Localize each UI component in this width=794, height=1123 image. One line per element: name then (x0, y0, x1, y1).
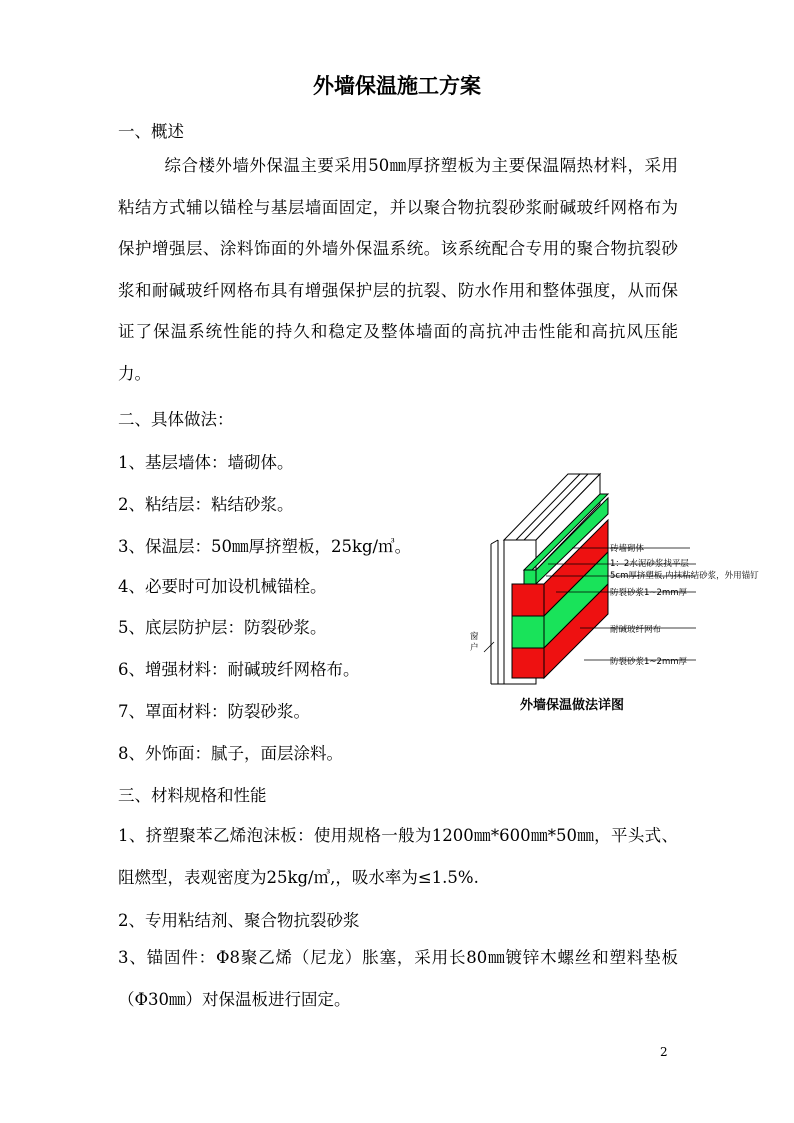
label-brick-wall: 砖墙砌体 (610, 544, 645, 554)
section1-text: 综合楼外墙外保温主要采用50㎜厚挤塑板为主要保温隔热材料，采用粘结方式辅以锚栓与基层墙面固定，并以聚合物抗裂砂浆耐碱玻纤网格布为保护增强层、涂料饰面的外墙外保温系统。该系统配合专用的聚合物抗裂砂浆和耐碱玻纤网格布具有增强保护层的抗裂、防水作用和整体强度，从而保证了保温系统性能的持久和稳定及整体墙面的高抗冲击性能和高抗风压能力。 (118, 156, 678, 383)
label-crack-mortar-1: 防裂砂浆1~2mm厚 (610, 588, 687, 598)
section3-heading: 三、材料规格和性能 (118, 786, 267, 805)
label-window: 窗户 (470, 632, 479, 653)
list-item: 4、必要时可加设机械锚栓。 (118, 577, 327, 596)
page-number: 2 (660, 1045, 668, 1059)
page-title: 外墙保温施工方案 (313, 74, 481, 98)
label-leveling-layer: 1：2水泥砂浆找平层 (610, 559, 689, 569)
list-item: 3、保温层：50㎜厚挤塑板，25kg/㎥。 (118, 537, 412, 556)
section2-heading: 二、具体做法： (118, 410, 234, 429)
section3-item2: 2、专用粘结剂、聚合物抗裂砂浆 (118, 911, 360, 930)
section3-item3: 3、锚固件：Φ8聚乙烯（尼龙）胀塞，采用长80㎜镀锌木螺丝和塑料垫板（Φ30㎜）对保温板进行固定。 (118, 948, 678, 1009)
label-xps-board: 5cm厚挤塑板,内抹粘结砂浆，外用锚钉 (610, 571, 759, 581)
section1-heading: 一、概述 (118, 122, 184, 141)
list-item: 2、粘结层：粘结砂浆。 (118, 495, 294, 514)
list-item: 5、底层防护层：防裂砂浆。 (118, 618, 327, 637)
list-item: 8、外饰面：腻子，面层涂料。 (118, 744, 343, 763)
list-item: 7、罩面材料：防裂砂浆。 (118, 702, 310, 721)
label-mesh: 耐碱玻纤网布 (610, 625, 662, 635)
red-front-2 (512, 648, 544, 678)
list-item: 6、增强材料：耐碱玻纤网格布。 (118, 660, 360, 679)
section1-paragraph (118, 145, 678, 394)
label-crack-mortar-2: 防裂砂浆1~2mm厚 (610, 657, 687, 667)
list-item: 1、基层墙体：墙砌体。 (118, 453, 294, 472)
red-front-1 (512, 584, 544, 616)
green-front-1 (524, 570, 536, 584)
section3-item1: 1、挤塑聚苯乙烯泡沫板：使用规格一般为1200㎜*600㎜*50㎜，平头式、阻燃型，表观密度为25kg/㎥,，吸水率为≤1.5%. (118, 826, 678, 887)
figure-caption: 外墙保温做法详图 (520, 698, 625, 713)
green-front-2 (512, 616, 544, 648)
wall-insulation-diagram (460, 466, 780, 726)
